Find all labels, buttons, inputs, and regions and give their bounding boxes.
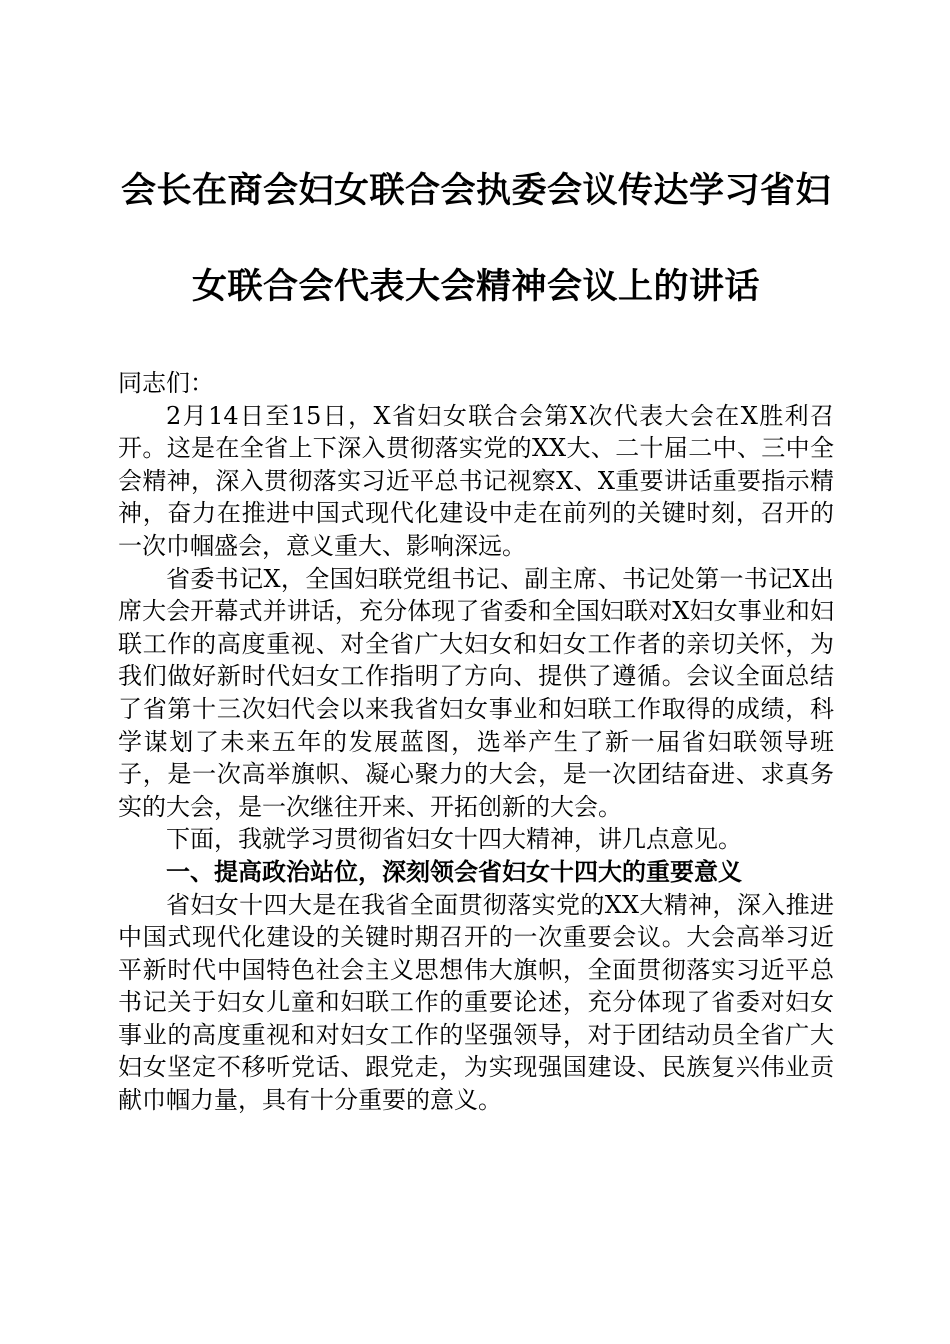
document-title	[118, 167, 834, 311]
body-paragraph-2: 省委书记X，全国妇联党组书记、副主席、书记处第一书记X出席大会开幕式并讲话，充分体现了省委和全国妇联对X妇女事业和妇联工作的高度重视、对全省广大妇女和妇女工作者的亲切关怀，为我们做好新时代妇女工作指明了方向、提供了遵循。会议全面总结了省第十三次妇代会以来我省妇女事业和妇联工作取得的成绩，科学谋划了未来五年的发展蓝图，选举产生了新一届省妇联领导班子，是一次高举旗帜、凝心聚力的大会，是一次团结奋进、求真务实的大会，是一次继往开来、开拓创新的大会。	[118, 564, 834, 821]
salutation: 同志们：	[118, 369, 214, 397]
title-line-1: 会长在商会妇女联合会执委会议传达学习省妇	[120, 171, 831, 211]
document-body	[118, 367, 834, 1117]
title-line-2: 女联合会代表大会精神会议上的讲话	[191, 267, 760, 307]
body-paragraph-1: 2月14日至15日，X省妇女联合会第X次代表大会在X胜利召开。这是在全省上下深入贯彻落实党的XX大、二十届二中、三中全会精神，深入贯彻落实习近平总书记视察X、X重要讲话重要指示精神，奋力在推进中国式现代化建设中走在前列的关键时刻，召开的一次巾帼盛会，意义重大、影响深远。	[118, 401, 834, 560]
body-paragraph-3: 下面，我就学习贯彻省妇女十四大精神，讲几点意见。	[166, 825, 742, 854]
section-heading-1: 一、提高政治站位，深刻领会省妇女十四大的重要意义	[166, 857, 742, 886]
section-paragraph-1: 省妇女十四大是在我省全面贯彻落实党的XX大精神，深入推进中国式现代化建设的关键时期召开的一次重要会议。大会高举习近平新时代中国特色社会主义思想伟大旗帜，全面贯彻落实习近平总书记关于妇女儿童和妇联工作的重要论述，充分体现了省委对妇女事业的高度重视和对妇女工作的坚强领导，对于团结动员全省广大妇女坚定不移听党话、跟党走，为实现强国建设、民族复兴伟业贡献巾帼力量，具有十分重要的意义。	[118, 890, 834, 1115]
